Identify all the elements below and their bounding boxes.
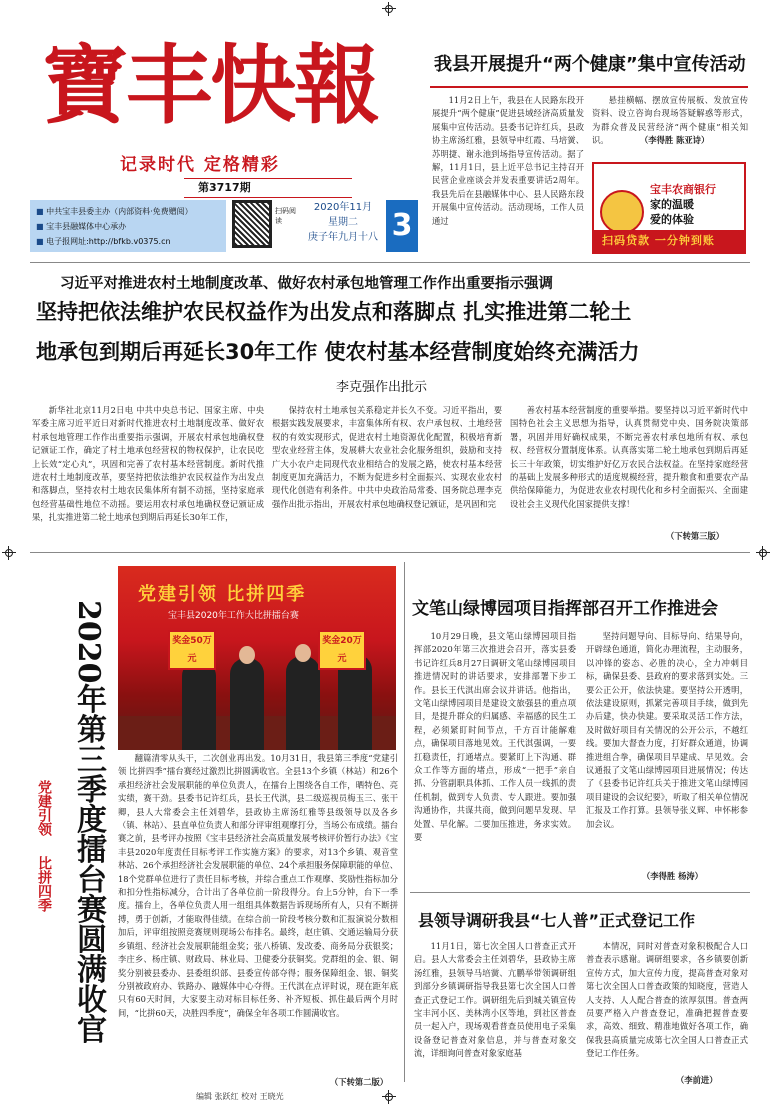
registration-mark [756,546,770,560]
prize-board: 奖金50万元 [168,630,216,670]
wenbi-col2: 坚持问题导向、目标导向、结果导向，开辟绿色通道，简化办理流程，主动服务，以冲锋的姿态、必胜的决心，全力冲刺目标，确保县委、县政府的要求落到实处。三要公正公开，依法快建。要坚持公开透明，依法建设原则，抓紧完善项目手续，做到先办后建，快办快建。要采取灵活工作方法，及时做好项目有关情况的公开公示，不越红线。要加大督查力度，打好群众通道，协调推进组合拳，确保项目早建成、早见效。会议通报了文笔山绿博园项目进展情况；传达了《县委书记许红兵关于推进文笔山绿博园项目建设的会议纪要》，听取了相关单位情况汇报及工作打算。县领导张义辉、申怀彬参加会议。 [586,631,748,829]
footer-credits: 编辑 张跃红 校对 王晓光 [196,1092,284,1101]
registration-mark [2,546,16,560]
ad-slogan: 扫码贷款 一分钟到账 [594,230,744,252]
wenbi-col1: 10月29日晚，县文笔山绿博园项目指挥部2020年第三次推进会召开，落实县委书记许红兵8月27日调研文笔山绿博园项目推进情况时的讲话要求，安排部署下步工作。县长王代淇出席会议并讲话。他指出，文笔山绿博园项目是建设文旅强县的重点项目，是提升群众的归属感、幸福感的民生工程，必须紧盯时间节点，千方百计能解难点，确保项目落地见效。王代淇强调，一要扛稳责任，打通堵点。要紧盯上下沟通、群众工作等方面的堵点，形成“一把手”亲自抓、分管副职具体抓、工作人员一线抓的责任机制，做到专人负责、专人跟进。要加强沟通协作，共谋共商，做到问题早发现、早处置、早化解。二要加压推进，务求实效。要 [414,631,576,843]
bank-name: 宝丰农商银行 [650,183,716,196]
issue-number: 第3717期 [184,178,352,198]
contest-subtitle-1: 党建引领 [36,780,52,836]
qr-caption: 扫码阅读 [275,207,296,225]
top-story-title: 我县开展提升“两个健康”集中宣传活动 [434,54,746,75]
bank-advertisement [592,162,746,254]
ad-line: 爱的体验 [650,213,694,226]
census-title: 县领导调研我县“七人普”正式登记工作 [418,911,696,930]
date-line: 2020年11月 [313,202,373,213]
masthead-logo: 寶丰快報 [42,35,378,136]
page-number: 3 [386,200,418,252]
lunar-date: 庚子年九月十八 [308,232,378,243]
census-col1: 11月1日，第七次全国人口普查正式开启。县人大常委会主任刘碧华，县政协主席汤红雅，县领导马培黉、亢鹏举带领调研组到部分乡镇调研指导我县第七次全国人口普查正式登记工作。调研组先后到城关镇宣传宝丰河小区、美林湾小区等地，到社区普查员一起入户，现场观看普查员使用电子采集设备登记普查对象信息，并与普查对象交流，详细询问普查对象家庭基 [414,941,576,1059]
divider [30,262,750,263]
census-byline: （李前进） [676,1075,718,1085]
divider [30,552,750,553]
person [295,644,311,662]
registration-mark [382,1090,396,1104]
top-story-byline: （李得胜 陈亚诗） [640,135,710,145]
lead-continued: （下转第三版） [666,531,725,541]
lead-col3: 善农村基本经营制度的重要举措。要坚持以习近平新时代中国特色社会主义思想为指导，认真贯彻党中央、国务院决策部署，巩固并用好确权成果，不断完善农村承包地所有权、承包权、经营权分置制度体系。认真落实第二轮土地承包到期后再延长三十年政策，切实维护好亿万农民合法权益。在坚持家庭经营的基础上发展多种形式的适度规模经营，提升粮食和重要农产品供给保障能力，为促进农业农村现代化和乡村全面振兴、全面建设社会主义现代化国家提供支撑！ [510,405,748,509]
lead-kicker: 习近平对推进农村土地制度改革、做好农村承包地管理工作作出重要指示强调 [60,276,553,292]
photo-banner: 党建引领 比拼四季 [138,584,307,605]
ad-top-strip [594,164,744,180]
wenbi-title: 文笔山绿博园项目指挥部召开工作推进会 [412,599,718,619]
bank-logo-icon [600,190,644,234]
divider [430,86,748,88]
lead-title-line2: 地承包到期后再延长30年工作 使农村基本经营制度始终充满活力 [36,340,640,364]
qr-code-icon [232,200,272,248]
wenbi-byline: （李得胜 杨涛） [642,871,703,881]
census-col2: 本情况，同时对普查对象积极配合人口普查表示感谢。调研组要求，各乡镇要创新宣传方式，加大宣传力度，提高普查对象对第七次全国人口普查政策的知晓度，营造人人支持、人人配合普查的浓厚氛围。普查两员要严格入户普查登记，准确把握普查要求，高效、细致、精准地做好各项工作，确保我县高质量完成第七次全国人口普查正式登记工作任务。 [586,941,748,1059]
top-story-col1: 11月2日上午，我县在人民路东段开展提升“两个健康”促进县域经济高质量发展集中宣传活动。县委书记许红兵，县政协主席汤红雅，县领导申红霞、马培黉、苏明捷、谢永池到场指导宣传活动。据了解，11月1日，县上近平总书记主持召开民营企业座谈会并发表重要讲话2周年。我县先后在县融媒体中心、县人民路东段开展集中宣传活动。活动现场，工作人员通过 [432,95,584,226]
contest-subtitle-2: 比拼四季 [36,856,52,912]
photo-sub: 宝丰县2020年工作大比拼擂台赛 [168,611,299,621]
divider [410,892,750,893]
info-bar [30,200,226,252]
info-line: ■ 电子报网址:http://bfkb.v0375.cn [36,234,220,249]
lead-col2: 保持农村土地承包关系稳定并长久不变。习近平指出，要根据实践发展要求，丰富集体所有权、农户承包权、土地经营权的有效实现形式，促进农村土地资源优化配置，积极培育新型农业经营主体，发展耕大农业社会化服务组织，鼓励和支持广大小农户走同现代农业相结合的发展之路，使农村基本经营制度更加充满活力，不断为促进乡村全面振兴、实现农业农村现代化创造有利条件。中共中央政治局常委、国务院总理李克强作出批示指出，开展农村承包地确权登记颁证，是巩固和完 [272,405,502,509]
contest-title: 2020年第三季度擂台赛圆满收官 [71,600,106,1044]
lead-title-line1: 坚持把依法维护农民权益作为出发点和落脚点 扎实推进第二轮土 [36,300,632,324]
divider [404,562,405,1082]
prize-board: 奖金20万元 [318,630,366,670]
person [230,658,264,750]
info-line: ■ 宝丰县融媒体中心承办 [36,219,220,234]
date-box [304,200,382,254]
info-line: ■ 中共宝丰县委主办（内部资料·免费赠阅） [36,204,220,219]
person [239,646,255,664]
lead-col1: 新华社北京11月2日电 中共中央总书记、国家主席、中央军委主席习近平近日对新时代推进农村土地制度改革、做好农村承包地管理工作作出重要指示强调，开展农村承包地确权登记颁证工作，确定了村土地承包经营权的物权保护，让农民吃上长效“定心丸”，巩固和完善了农村基本经营制度。新时代推进农村土地制度改革，要坚持把依法维护农民权益作为出发点和落脚点，坚持农村土地农民集体所有制不动摇，坚持家庭承包经营基础性地位不动摇。要运用农村承包地确权登记颁证成果，扎实推进第二轮土地承包到期后再延长30年工作， [32,405,264,523]
registration-mark [382,2,396,16]
contest-body: 翻篇清零从头干，二次创业再出发。10月31日，我县第三季度“党建引领 比拼四季”擂台赛经过激烈比拼圆满收官。全县13个乡镇（林站）和26个承担经济社会发展职能的单位负责人，在擂台上围绕各自工作，晒特色、亮实绩，赛干劲。县委书记许红兵，县长王代淇，县二级巡视员梅玉三、张干卿，县人大常委会主任刘碧华，县政协主席汤红雅等县级领导以及各乡（镇、林站）、县直单位负责人和部分评审组观摩打分，当场公布成绩。擂台赛之前，县考评办按照《宝丰县经济社会高质量发展考核评价暂行办法》《宝丰县2020年度责任目标考评工作实施方案》的要求，对13个乡镇、观音堂林站、26个承担经济社会发展职能的单位、24个承担服务保障职能的单位、18个党群单位进行了责任目标考核，并综合重点工作观摩、奖励性指标加分和扣分性指标减分，合计出了各单位前一阶段得分。台上5分钟，台下一季度。擂台上，各单位负责人用一组组具体数据告诉现场所有人，只有不断拼搏，勇于创新，才能取得佳绩。在综合前一阶段考核分数和汇报演说分数相加后，评审组按照竞赛规则现场公布排名。最终，赵庄镇、交通运输局分获乡镇组、经济社会发展职能组金奖；张八桥镇、发改委、商务局分获银奖；李庄乡、杨庄镇、财政局、林业局、卫健委分获铜奖。党群组的金、银、铜奖分别被县委办、县委组织部、县委宣传部夺得；服务保障组金、银、铜奖分别被政府办、铁路办、融媒体中心夺得。王代淇在点评时说，现在距年底只有60天时间，大家要主动对标目标任务、补齐短板、抓住最后两个月时间，“比拼60天，决胜四季度”，确保全年各项工作圆满收官。 [118,753,398,1018]
person [286,656,320,750]
person [182,660,216,750]
lead-subtitle: 李克强作出批示 [336,380,428,395]
top-story-col2: 悬挂横幅、摆放宣传展板、发放宣传资料、设立咨询台现场答疑解惑等形式，为群众普及民营经济“两个健康”相关知识。 [592,95,748,146]
weekday: 星期二 [328,217,358,228]
contest-continued: （下转第二版） [330,1077,389,1087]
masthead-slogan: 记录时代 定格精彩 [120,155,280,175]
ad-line: 家的温暖 [650,198,694,211]
contest-photo [118,566,396,750]
